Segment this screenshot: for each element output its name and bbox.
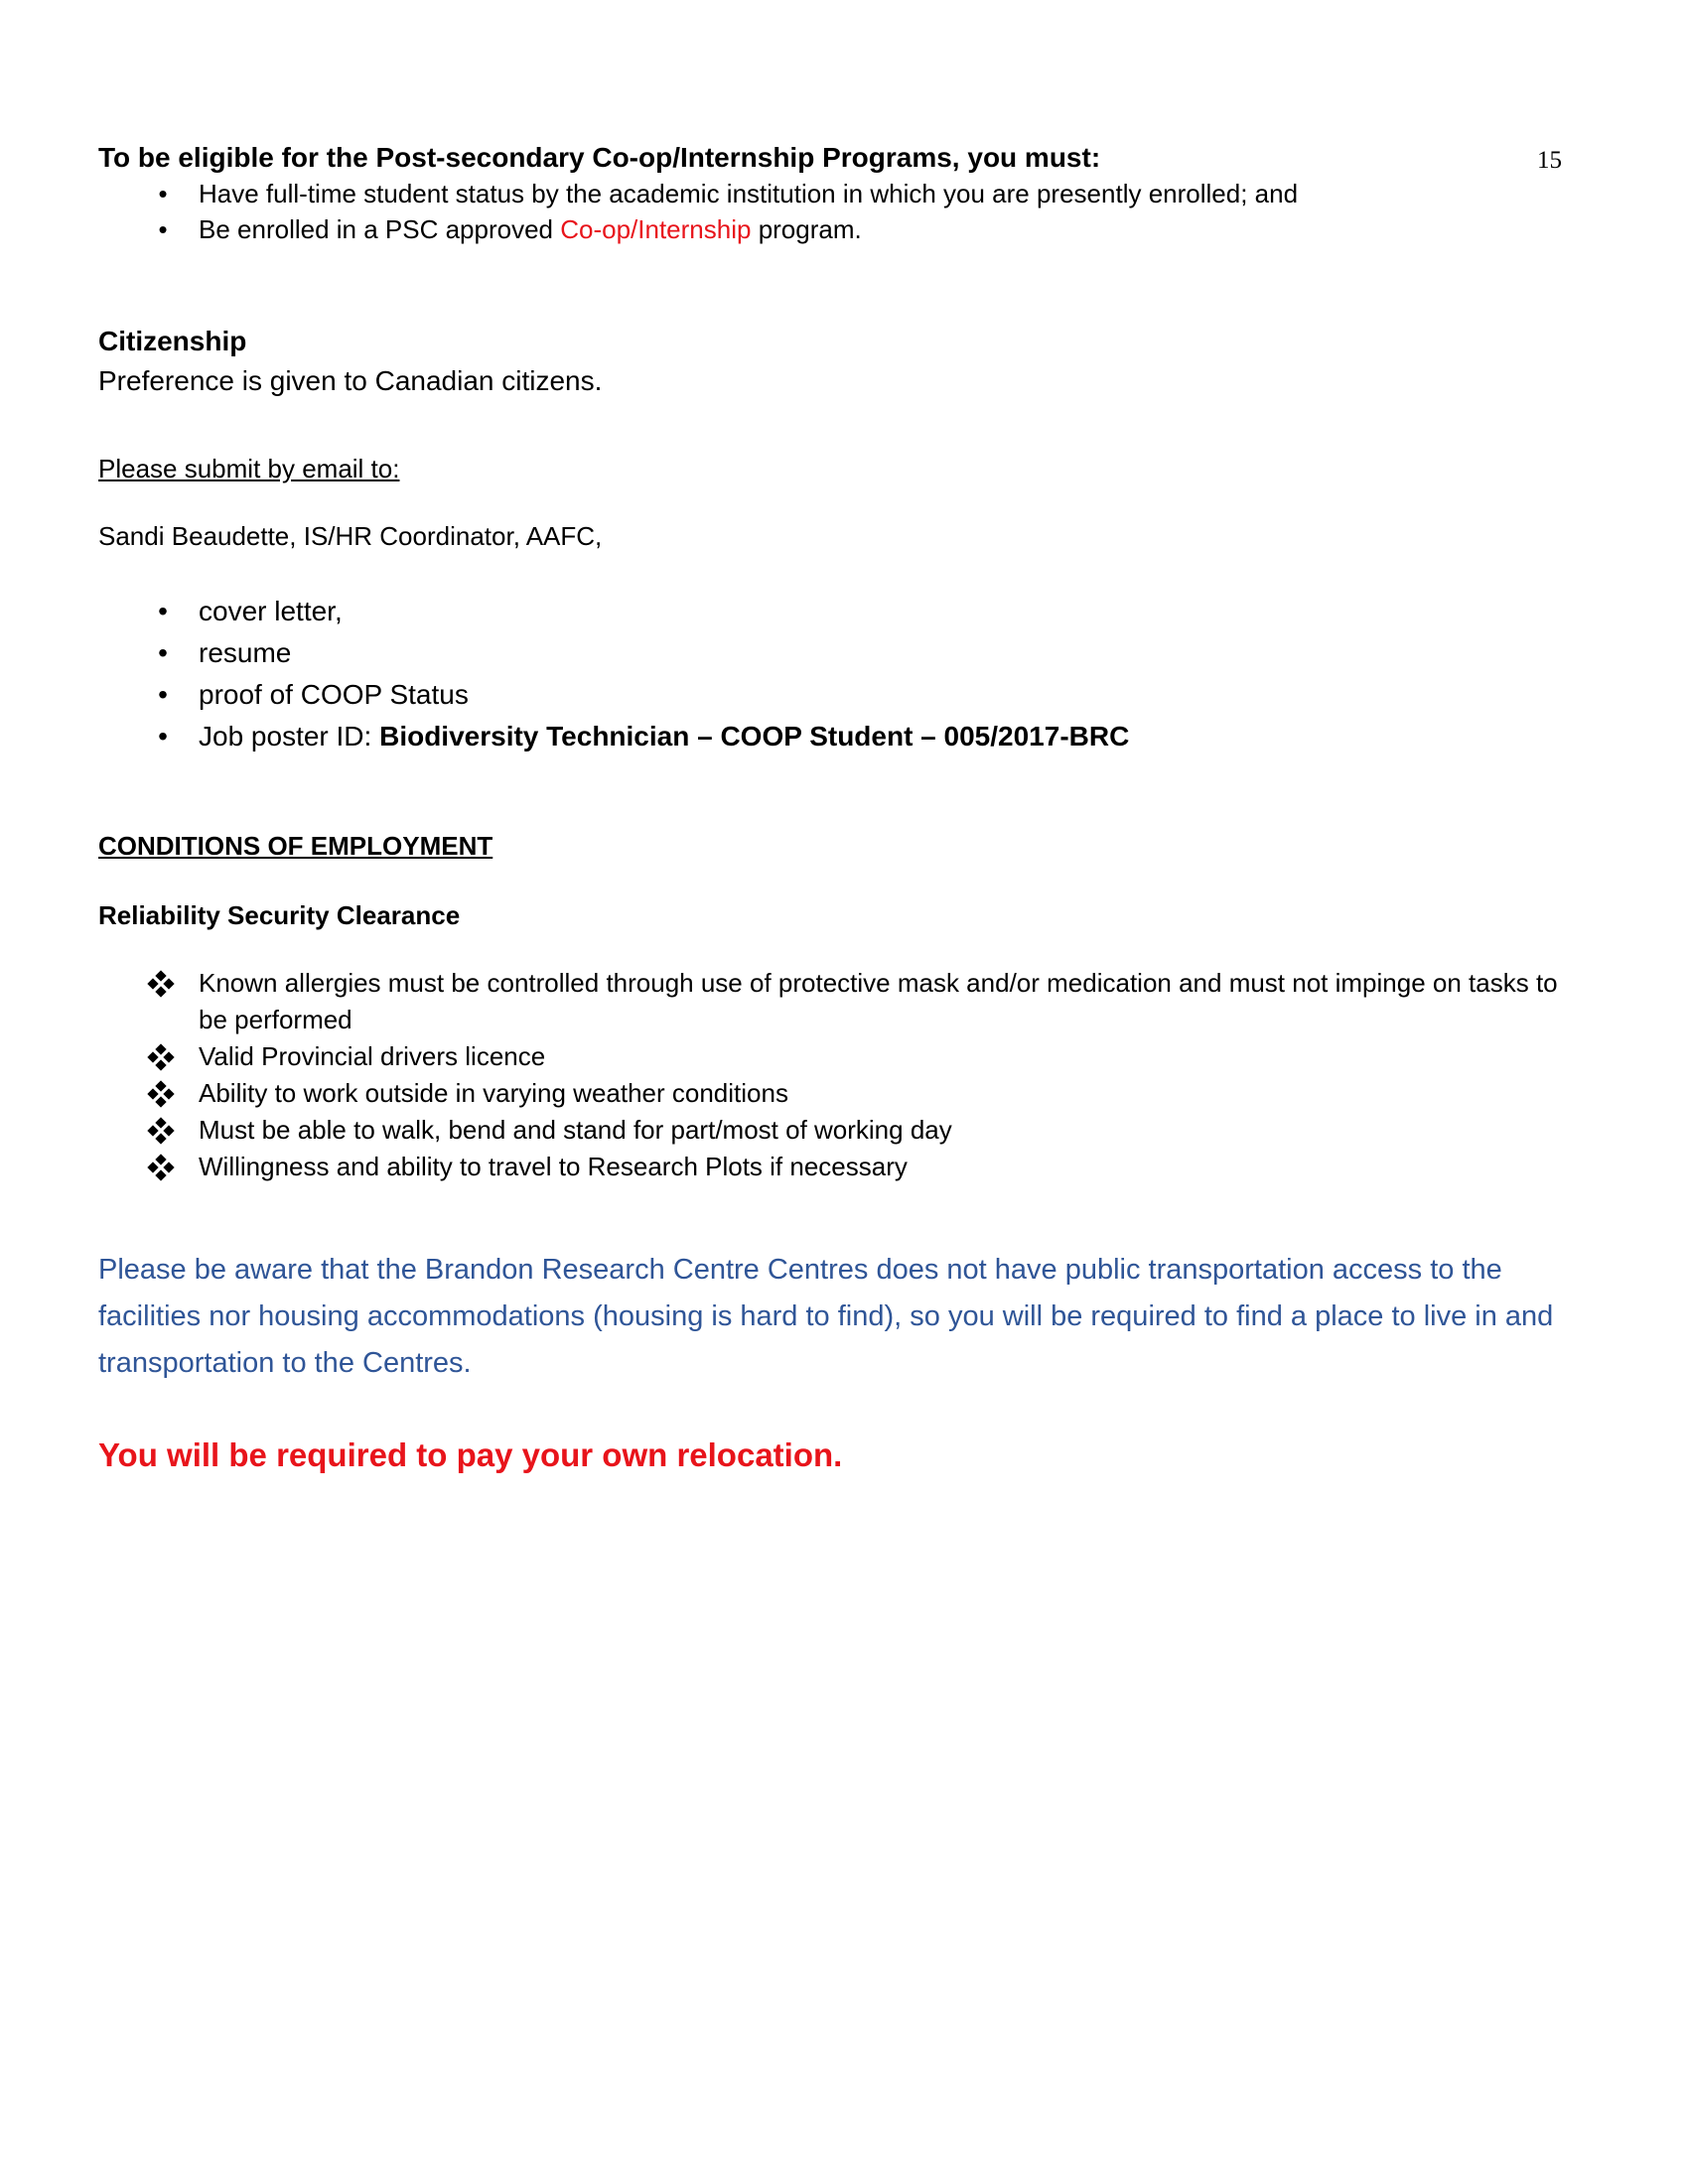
submission-item-text: cover letter, xyxy=(199,596,343,626)
list-item xyxy=(98,632,1588,674)
diamond-bullet-icon xyxy=(148,1045,174,1071)
list-item xyxy=(98,176,1588,211)
list-item xyxy=(98,1149,1588,1185)
eligibility-list xyxy=(98,176,1588,247)
job-poster-id: Biodiversity Technician – COOP Student – 005/2017-BRC xyxy=(379,721,1130,751)
eligibility-heading: To be eligible for the Post-secondary Co-op/Internship Programs, you must: xyxy=(98,142,1101,173)
submit-contact: Sandi Beaudette, IS/HR Coordinator, AAFC, xyxy=(98,521,603,551)
submission-item-text: proof of COOP Status xyxy=(199,679,469,710)
diamond-bullet-icon xyxy=(148,972,174,998)
list-item xyxy=(98,211,1588,247)
diamond-bullet-icon xyxy=(148,1119,174,1145)
list-item xyxy=(98,674,1588,716)
transportation-notice: Please be aware that the Brandon Research Centre Centres does not have public transportation access to the facilities nor housing accommodations (housing is hard to find), so you will be required to find a place to live in and transportation to the Centres. xyxy=(98,1254,1554,1379)
bullet-icon: • xyxy=(158,721,168,751)
eligibility-item-text: Have full-time student status by the academic institution in which you are presently enrolled; and xyxy=(199,179,1299,208)
conditions-subheading: Reliability Security Clearance xyxy=(98,900,461,930)
diamond-bullet-icon xyxy=(148,1082,174,1108)
page-number: 15 xyxy=(1537,147,1562,174)
condition-text: Willingness and ability to travel to Research Plots if necessary xyxy=(199,1152,908,1181)
coop-internship-link[interactable]: Co-op/Internship xyxy=(560,214,752,244)
conditions-heading: CONDITIONS OF EMPLOYMENT xyxy=(98,831,493,861)
bullet-icon: • xyxy=(158,596,168,626)
list-item xyxy=(98,965,1588,1038)
condition-text: Must be able to walk, bend and stand for part/most of working day xyxy=(199,1115,952,1145)
conditions-section xyxy=(98,828,1588,1185)
bullet-icon: • xyxy=(158,637,168,668)
condition-text: Valid Provincial drivers licence xyxy=(199,1041,546,1071)
list-item xyxy=(98,1112,1588,1149)
bullet-icon: • xyxy=(158,679,168,710)
submission-list xyxy=(98,591,1588,757)
condition-text: Ability to work outside in varying weather conditions xyxy=(199,1078,788,1108)
diamond-bullet-icon xyxy=(148,1156,174,1181)
relocation-notice: You will be required to pay your own relocation. xyxy=(98,1436,843,1473)
list-item xyxy=(98,591,1588,632)
list-item xyxy=(98,1038,1588,1075)
submit-label: Please submit by email to: xyxy=(98,454,400,483)
citizenship-section xyxy=(98,324,1588,399)
eligibility-section xyxy=(98,140,1588,247)
bullet-icon: • xyxy=(158,214,168,244)
citizenship-heading: Citizenship xyxy=(98,326,247,356)
bullet-icon: • xyxy=(158,179,168,208)
job-poster-label: Job poster ID: xyxy=(199,721,380,751)
submission-section xyxy=(98,451,1588,757)
submission-item-text: resume xyxy=(199,637,292,668)
list-item xyxy=(98,716,1588,757)
condition-text: Known allergies must be controlled through use of protective mask and/or medication and must not impinge on tasks to be performed xyxy=(199,968,1558,1034)
eligibility-item-suffix: program. xyxy=(751,214,862,244)
eligibility-item-prefix: Be enrolled in a PSC approved xyxy=(199,214,561,244)
citizenship-text: Preference is given to Canadian citizens. xyxy=(98,365,603,396)
conditions-list xyxy=(98,965,1588,1185)
list-item xyxy=(98,1075,1588,1112)
